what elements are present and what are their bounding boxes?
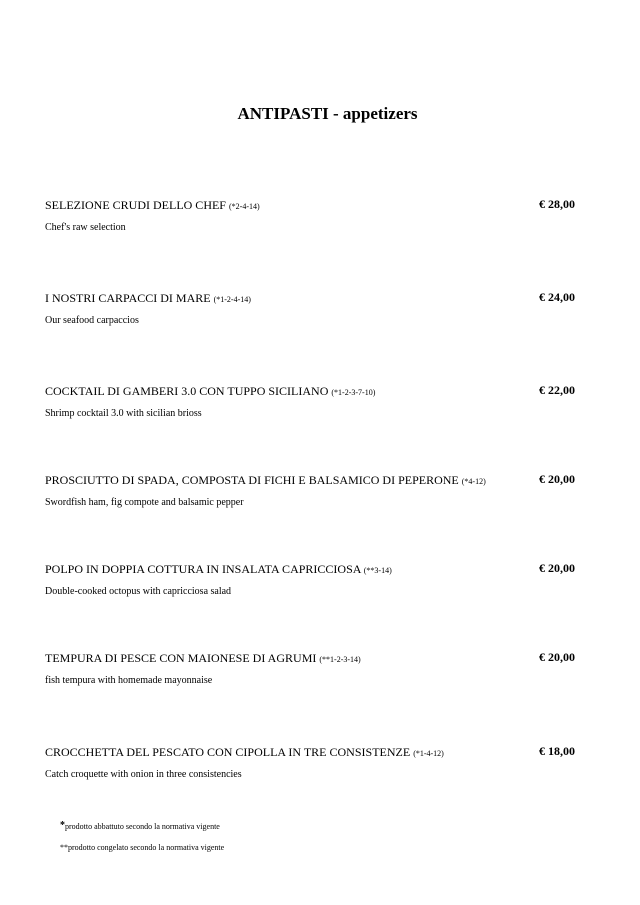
- footnote-text: prodotto congelato secondo la normativa vigente: [68, 843, 225, 852]
- menu-item: [45, 745, 575, 781]
- item-price: € 22,00: [539, 383, 575, 397]
- item-name: TEMPURA DI PESCE CON MAIONESE DI AGRUMI: [45, 651, 317, 665]
- footnote-mark: **: [60, 843, 68, 852]
- item-name: COCKTAIL DI GAMBERI 3.0 CON TUPPO SICILIANO: [45, 384, 329, 398]
- footnote-mark: *: [60, 820, 65, 831]
- item-description: Shrimp cocktail 3.0 with sicilian brioss: [45, 408, 202, 419]
- item-allergens: (*1-2-3-7-10): [331, 388, 376, 397]
- menu-item: [45, 198, 575, 234]
- item-allergens: (**1-2-3-14): [319, 655, 361, 664]
- item-allergens: (**3-14): [363, 566, 392, 575]
- item-name: POLPO IN DOPPIA COTTURA IN INSALATA CAPRICCIOSA: [45, 562, 361, 576]
- menu-item: [45, 562, 575, 598]
- item-description: Our seafood carpaccios: [45, 315, 139, 326]
- item-description: Double-cooked octopus with capricciosa salad: [45, 586, 232, 597]
- menu-item: [45, 651, 575, 687]
- item-price: € 20,00: [539, 472, 575, 486]
- item-price: € 20,00: [539, 650, 575, 664]
- item-price: € 20,00: [539, 561, 575, 575]
- item-price: € 24,00: [539, 290, 575, 304]
- footnote-congelato: [60, 843, 224, 852]
- item-name: CROCCHETTA DEL PESCATO CON CIPOLLA IN TRE CONSISTENZE: [45, 745, 411, 759]
- item-price: € 18,00: [539, 744, 575, 758]
- item-allergens: (*1-4-12): [413, 749, 444, 758]
- item-price: € 28,00: [539, 197, 575, 211]
- menu-item: [45, 384, 575, 420]
- item-allergens: (*2-4-14): [228, 202, 260, 211]
- item-name: SELEZIONE CRUDI DELLO CHEF: [45, 198, 226, 212]
- footnote-text: prodotto abbattuto secondo la normativa vigente: [65, 822, 220, 831]
- item-description: Chef's raw selection: [45, 222, 126, 233]
- item-name: PROSCIUTTO DI SPADA, COMPOSTA DI FICHI E BALSAMICO DI PEPERONE: [45, 473, 459, 487]
- menu-item: [45, 473, 575, 509]
- item-description: Catch croquette with onion in three consistencies: [45, 769, 242, 780]
- item-allergens: (*4-12): [461, 477, 486, 486]
- page-title: ANTIPASTI - appetizers: [237, 104, 418, 123]
- footnote-abbattuto: [60, 820, 220, 831]
- item-name: I NOSTRI CARPACCI DI MARE: [45, 291, 211, 305]
- item-allergens: (*1-2-4-14): [213, 295, 251, 304]
- menu-item: [45, 291, 575, 327]
- item-description: fish tempura with homemade mayonnaise: [45, 675, 213, 686]
- item-description: Swordfish ham, fig compote and balsamic pepper: [45, 497, 244, 508]
